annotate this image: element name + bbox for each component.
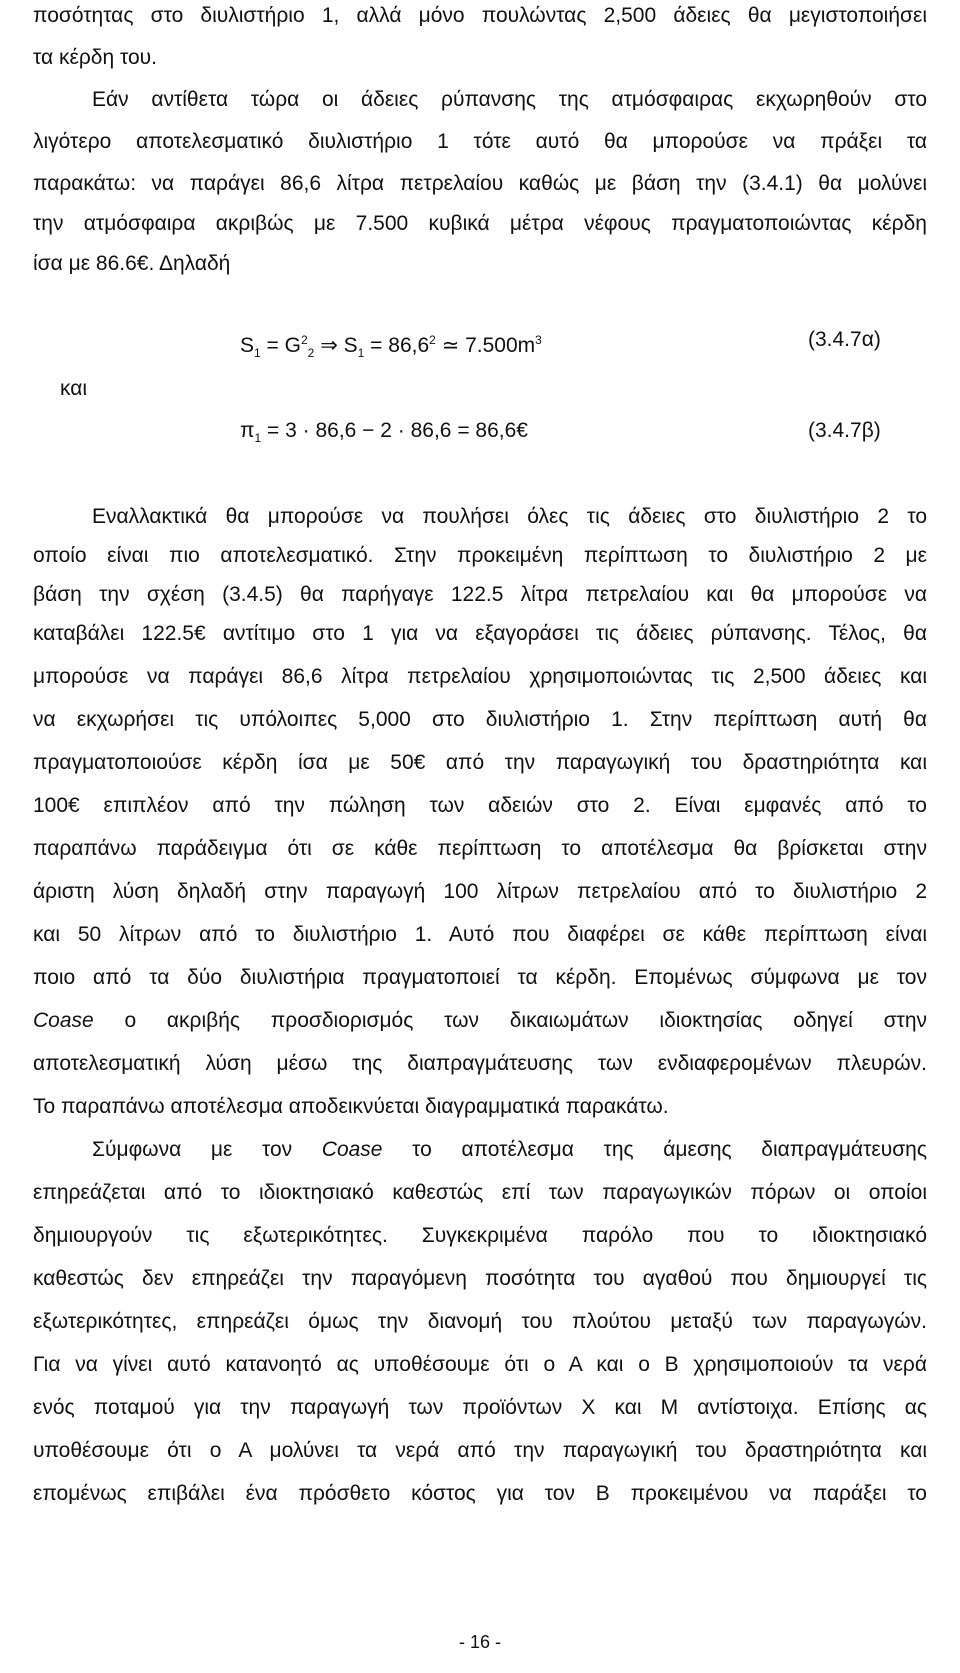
coase-term: Coase — [33, 1009, 94, 1032]
text-line: επηρεάζεται από το ιδιοκτησιακό καθεστώς επί των παραγωγικών πόρων οι οποίοι — [33, 1181, 927, 1204]
text-line: Σύμφωνα με τον Coase το αποτέλεσμα της άμεσης διαπραγμάτευσης — [92, 1138, 927, 1161]
text-line: ποιο από τα δύο διυλιστήρια πραγματοποιεί τα κέρδη. Επομένως σύμφωνα με τον — [33, 966, 927, 989]
text-line: Εναλλακτικά θα μπορούσε να πουλήσει όλες τις άδειες στο διυλιστήριο 2 το — [92, 505, 927, 528]
text-line: μπορούσε να παράγει 86,6 λίτρα πετρελαίου χρησιμοποιώντας τις 2,500 άδειες και — [33, 665, 927, 688]
equation-3-4-7a: $S_1 = G^2_2$ ⇒ $S_1 = 86,6^2$ ≃ $7.500m^3$ — [240, 333, 542, 361]
text-line: βάση την σχέση (3.4.5) θα παρήγαγε 122.5 λίτρα πετρελαίου και θα μπορούσε να — [33, 583, 927, 606]
text-line: καθεστώς δεν επηρεάζει την παραγόμενη ποσότητα του αγαθού που δημιουργεί τις — [33, 1267, 927, 1290]
text-line: επομένως επιβάλει ένα πρόσθετο κόστος για τον Β προκειμένου να παράξει το — [33, 1482, 927, 1505]
text-line: αποτελεσματική λύση μέσω της διαπραγμάτευσης των ενδιαφερομένων πλευρών. — [33, 1052, 927, 1075]
equation-number: (3.4.7β) — [808, 419, 881, 442]
text-line: 100€ επιπλέον από την πώληση των αδειών στο 2. Είναι εμφανές από το — [33, 794, 927, 817]
text-line: άριστη λύση δηλαδή στην παραγωγή 100 λίτρων πετρελαίου από το διυλιστήριο 2 — [33, 880, 927, 903]
text-line: Εάν αντίθετα τώρα οι άδειες ρύπανσης της ατμόσφαιρας εκχωρηθούν στο — [92, 88, 927, 111]
coase-term: Coase — [321, 1138, 383, 1161]
text-line: λιγότερο αποτελεσματικό διυλιστήριο 1 τότε αυτό θα μπορούσε να πράξει τα — [33, 130, 927, 153]
text-line: καταβάλει 122.5€ αντίτιμο στο 1 για να εξαγοράσει τις άδειες ρύπανσης. Τέλος, θα — [33, 622, 927, 645]
text-line: τα κέρδη του. — [33, 46, 157, 69]
equation-number: (3.4.7α) — [808, 328, 881, 351]
text-line: ποσότητας στο διυλιστήριο 1, αλλά μόνο πουλώντας 2,500 άδειες θα μεγιστοποιήσει — [33, 4, 927, 27]
text-line: Για να γίνει αυτό κατανοητό ας υποθέσουμε ότι ο Α και ο Β χρησιμοποιούν τα νερά — [33, 1353, 927, 1376]
text-line: και 50 λίτρων από το διυλιστήριο 1. Αυτό που διαφέρει σε κάθε περίπτωση είναι — [33, 923, 927, 946]
text-line: υποθέσουμε ότι ο Α μολύνει τα νερά από την παραγωγική του δραστηριότητα και — [33, 1439, 927, 1462]
text-line: ενός ποταμού για την παραγωγή των προϊόντων Χ και Μ αντίστοιχα. Επίσης ας — [33, 1396, 927, 1419]
text-line: οποίο είναι πιο αποτελεσματικό. Στην προκειμένη περίπτωση το διυλιστήριο 2 με — [33, 544, 927, 567]
page-number: - 16 - — [458, 1632, 501, 1652]
conjunction-text: και — [60, 377, 88, 400]
text-line: την ατμόσφαιρα ακριβώς με 7.500 κυβικά μέτρα νέφους πραγματοποιώντας κέρδη — [33, 212, 927, 235]
text-line: Το παραπάνω αποτέλεσμα αποδεικνύεται διαγραμματικά παρακάτω. — [33, 1095, 669, 1118]
text-line: παρακάτω: να παράγει 86,6 λίτρα πετρελαίου καθώς με βάση την (3.4.1) θα μολύνει — [33, 172, 927, 195]
text-line: να εκχωρήσει τις υπόλοιπες 5,000 στο διυλιστήριο 1. Στην περίπτωση αυτή θα — [33, 708, 927, 731]
text-line: πραγματοποιούσε κέρδη ίσα με 50€ από την παραγωγική του δραστηριότητα και — [33, 751, 927, 774]
equation-3-4-7b: $\pi_1 = 3 \cdot 86,6 - 2 \cdot 86,6$ = 86,6€ — [240, 419, 528, 446]
text-line: παραπάνω παράδειγμα ότι σε κάθε περίπτωση το αποτέλεσμα θα βρίσκεται στην — [33, 837, 927, 860]
text-line: εξωτερικότητες, επηρεάζει όμως την διανομή του πλούτου μεταξύ των παραγωγών. — [33, 1310, 927, 1333]
text-line: δημιουργούν τις εξωτερικότητες. Συγκεκριμένα παρόλο που το ιδιοκτησιακό — [33, 1224, 927, 1247]
text-line: ίσα με 86.6€. Δηλαδή — [33, 252, 231, 275]
text-line: Coase ο ακριβής προσδιορισμός των δικαιωμάτων ιδιοκτησίας οδηγεί στην — [33, 1009, 927, 1032]
